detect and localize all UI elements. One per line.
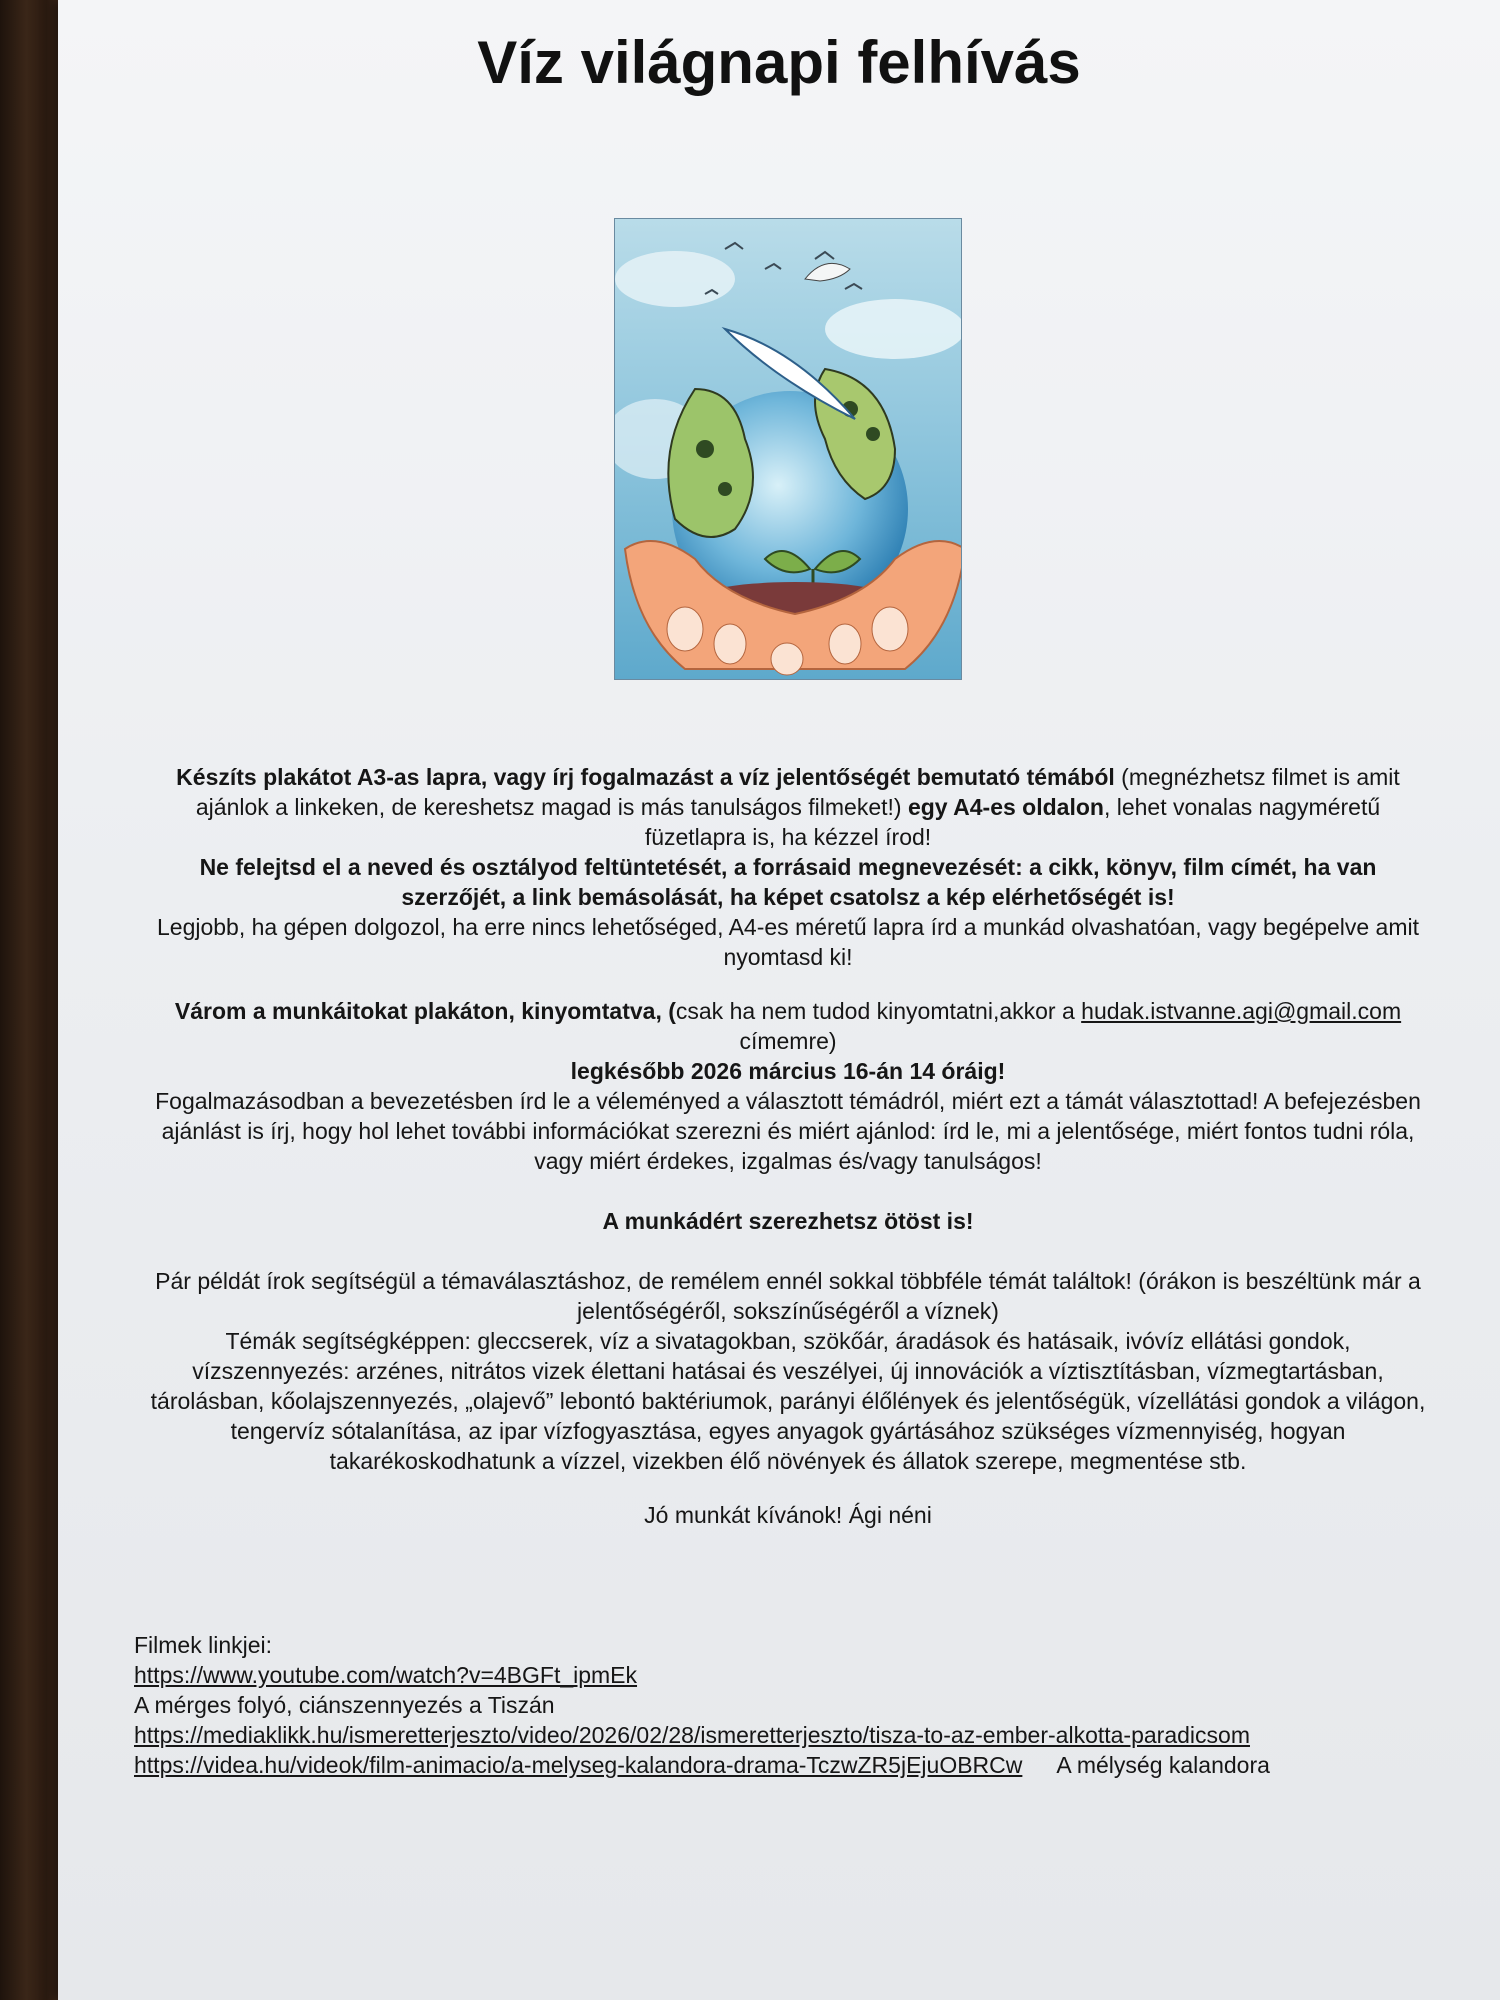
task-normal-b: , lehet vonalas nagyméretű füzetlapra is, ha kézzel írod! (644, 794, 1381, 850)
wooden-background (0, 0, 66, 2000)
essay-instructions: Fogalmazásodban a bevezetésben írd le a véleményed a választott témádról, miért ezt a támát választottad! A befejezésben ajánlást is írj, hogy hol lehet további információkat szerezni és miért ajánlod: írd le, mi a jelentősége, miért fontos tudni róla, vagy miért érdekes, izgalmas és/vagy tanulságos! (155, 1088, 1421, 1174)
flyer-body (148, 762, 1428, 1530)
reward-line: A munkádért szerezhetsz ötöst is! (602, 1208, 974, 1234)
earth-in-hands-illustration (614, 218, 962, 680)
topics-list: Témák segítségképpen: gleccserek, víz a sivatagokban, szökőár, áradások és hatásaik, ivóvíz ellátási gondok, vízszennyezés: arzénes, nitrátos vizek élettani hatásai és veszélyei, új innovációk a víztisztításban, vízmegtartásban, tárolásban, kőolajszennyezés, „olajevő” lebontó baktériumok, parányi élőlények és jelentőségük, vízellátási gondok a világon, tengervíz sótalanítása, az ipar vízfogyasztása, egyes anyagok gyártásához szükséges vízmennyiség, hogyan takarékoskodhatunk a vízzel, vizekben élő növények és állatok szerepe, megmentése stb. (150, 1328, 1426, 1474)
flyer-sheet (58, 0, 1500, 2000)
deadline: legkésőbb 2026 március 16-án 14 óráig! (570, 1058, 1006, 1084)
email-link[interactable]: hudak.istvanne.agi@gmail.com (1081, 998, 1402, 1024)
film-title-3: A mélység kalandora (1056, 1752, 1270, 1778)
topics-intro: Pár példát írok segítségül a témaválasztáshoz, de remélem ennél sokkal többféle témát találtok! (órákon is beszéltünk már a jelentőségéről, sokszínűségéről a víznek) (155, 1268, 1421, 1324)
task-bold-a: Készíts plakátot A3-as lapra, vagy írj fogalmazást a víz jelentőségét bemutató témából (176, 764, 1115, 790)
submission-normal-b: címemre) (739, 1028, 837, 1054)
task-paragraph (148, 762, 1428, 852)
film-link-videa[interactable]: https://videa.hu/videok/film-animacio/a-melyseg-kalandora-drama-TczwZR5jEjuOBRCw (134, 1752, 1023, 1778)
signoff: Jó munkát kívánok! Ági néni (644, 1502, 932, 1528)
film-link-youtube[interactable]: https://www.youtube.com/watch?v=4BGFt_ipmEk (134, 1662, 638, 1688)
submission-normal-a: csak ha nem tudod kinyomtatni,akkor a (675, 998, 1082, 1024)
film-link-mediaklikk[interactable]: https://mediaklikk.hu/ismeretterjeszto/video/2026/02/28/ismeretterjeszto/tisza-to-az-ember-alkotta-paradicsom (134, 1722, 1250, 1748)
submission-bold: Várom a munkáitokat plakáton, kinyomtatva, ( (174, 998, 676, 1024)
film-links-section (134, 1630, 1424, 1780)
submission-paragraph (148, 996, 1428, 1056)
task-bold-b: egy A4-es oldalon (907, 794, 1104, 820)
film-links-heading: Filmek linkjei: (134, 1632, 273, 1658)
film-title-2: A mérges folyó, ciánszennyezés a Tiszán (134, 1692, 555, 1718)
page-title: Víz világnapi felhívás (477, 29, 1081, 96)
source-reminder: Ne felejtsd el a neved és osztályod feltüntetését, a forrásaid megnevezését: a cikk, könyv, film címét, ha van szerzőjét, a link bemásolását, ha képet csatolsz a kép elérhetőségét is! (199, 854, 1377, 910)
task-normal-a: (megnézhetsz filmet is amit ajánlok a linkeken, de kereshetsz magad is más tanulságos filmeket!) (195, 764, 1400, 820)
format-instructions: Legjobb, ha gépen dolgozol, ha erre nincs lehetőséged, A4-es méretű lapra írd a munkád olvashatóan, vagy begépelve amit nyomtasd ki! (156, 914, 1419, 970)
